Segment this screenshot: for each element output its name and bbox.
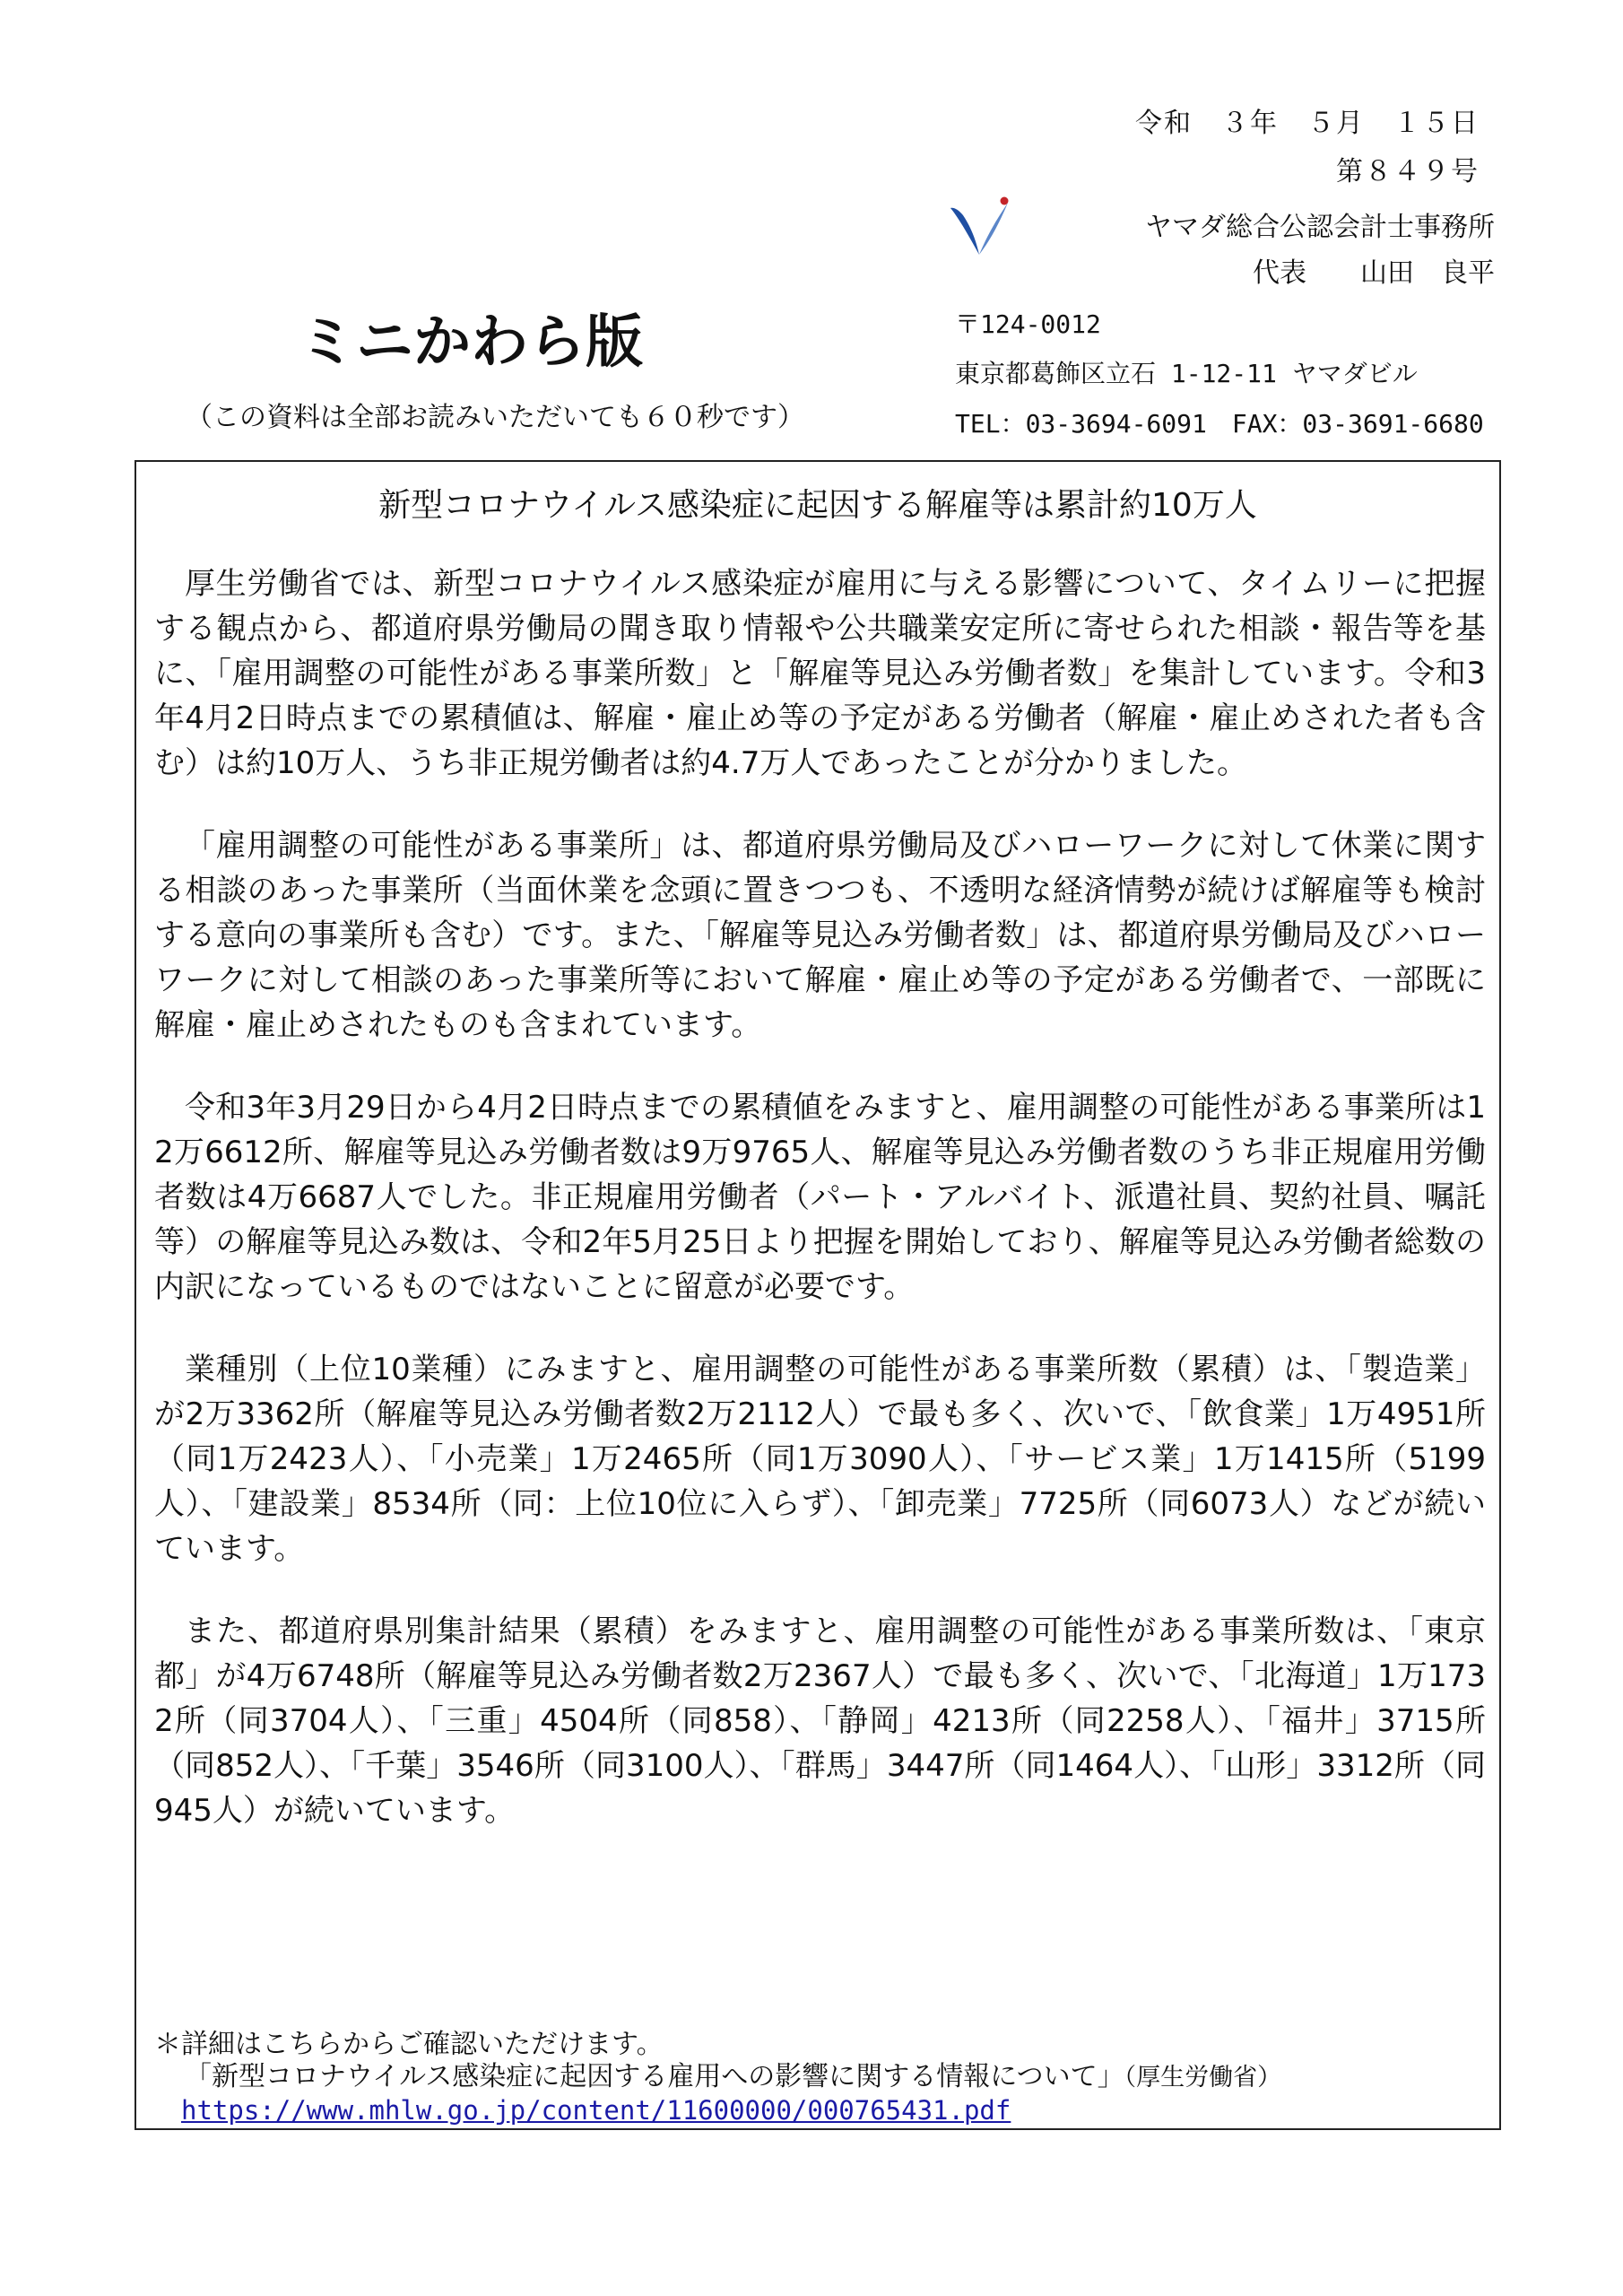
publication-note: （この資料は全部お読みいただいても６０秒です） [186,402,804,433]
footer-note: ＊詳細はこちらからご確認いただけます。 [154,2029,664,2060]
article-paragraph-4: 業種別（上位10業種）にみますと、雇用調整の可能性がある事業所数（累積）は、「製造業」が2万3362所（解雇等見込み労働者数2万2112人）で最も多く、次いで、「飲食業」1万4951所（同1万2423人）、「小売業」1万2465所（同1万3090人）、「サービス業」1万1415所（5199人）、「建設業」8534所（同：上位10位に入らず）、「卸売業」7725所（同6073人）などが続いています。 [154,1352,1486,1567]
article-paragraph-5: また、都道府県別集計結果（累積）をみますと、雇用調整の可能性がある事業所数は、「東京都」が4万6748所（解雇等見込み労働者数2万2367人）で最も多く、次いで、「北海道」1万1732所（同3704人）、「三重」4504所（同858）、「静岡」4213所（同2258人）、「福井」3715所（同852人）、「千葉」3546所（同3100人）、「群馬」3447所（同1464人）、「山形」3312所（同945人）が続いています。 [154,1613,1486,1829]
office-address: 東京都葛飾区立石 1-12-11 ヤマダビル [955,359,1418,388]
swoosh-logo-icon [943,192,1015,264]
postal-code: 〒124-0012 [955,309,1101,339]
issue-date: 令和 ３年 ５月 １５日 [1135,108,1480,139]
tel-fax: TEL：03-3694-6091 FAX：03-3691-6680 [955,409,1484,439]
representative: 代表 山田 良平 [1253,257,1495,289]
reference-title: 「新型コロナウイルス感染症に起因する雇用への影響に関する情報について」 [185,2061,1124,2092]
article-paragraph-3: 令和3年3月29日から4月2日時点までの累積値をみますと、雇用調整の可能性がある事業所は12万6612所、解雇等見込み労働者数は9万9765人、解雇等見込み労働者数のうち非正規雇用労働者数は4万6687人でした。非正規雇用労働者（パート・アルバイト、派遣社員、契約社員、嘱託等）の解雇等見込み数は、令和2年5月25日より把握を開始しており、解雇等見込み労働者総数の内訳になっているものではないことに留意が必要です。 [154,1090,1486,1305]
reference [154,2061,1481,2094]
publication-title: ミニかわら版 [299,309,643,376]
office-name: ヤマダ総合公認会計士事務所 [1145,212,1495,243]
article-paragraph-1: 厚生労働省では、新型コロナウイルス感染症が雇用に与える影響について、タイムリーに把握する観点から、都道府県労働局の聞き取り情報や公共職業安定所に寄せられた相談・報告等を基に、「雇用調整の可能性がある事業所数」と「解雇等見込み労働者数」を集計しています。令和3年4月2日時点までの累積値は、解雇・雇止め等の予定がある労働者（解雇・雇止めされた者も含む）は約10万人、うち非正規労働者は約4.7万人であったことが分かりました。 [154,566,1486,781]
issue-number: 第８４９号 [1336,156,1480,187]
article-body [154,561,1486,1871]
reference-source: （厚生労働省） [1124,2064,1282,2092]
reference-link[interactable]: https://www.mhlw.go.jp/content/11600000/000765431.pdf [181,2095,1011,2126]
article-title: 新型コロナウイルス感染症に起因する解雇等は累計約10万人 [378,487,1257,524]
article-paragraph-2: 「雇用調整の可能性がある事業所」は、都道府県労働局及びハローワークに対して休業に関する相談のあった事業所（当面休業を念頭に置きつつも、不透明な経済情勢が続けば解雇等も検討する意向の事業所も含む）です。また、「解雇等見込み労働者数」は、都道府県労働局及びハローワークに対して相談のあった事業所等において解雇・雇止め等の予定がある労働者で、一部既に解雇・雇止めされたものも含まれています。 [154,828,1486,1043]
footer [154,2029,1481,2126]
